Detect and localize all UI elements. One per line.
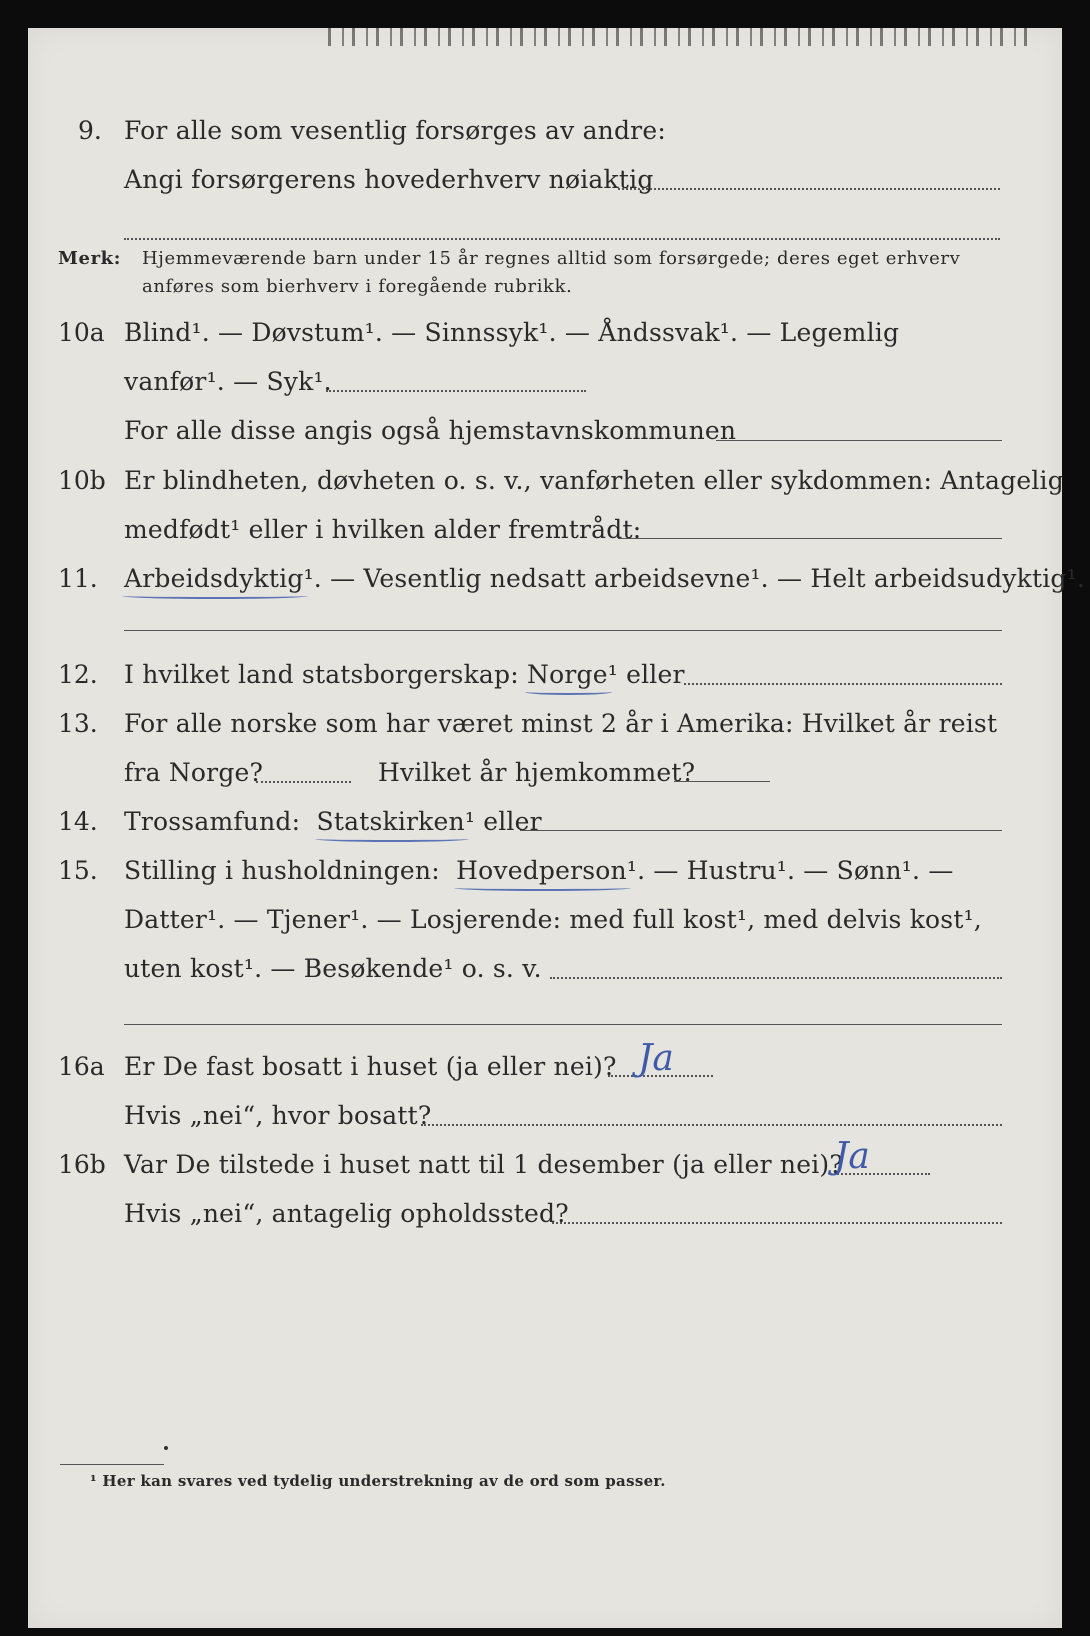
q11-underlined-option[interactable]: Arbeidsdyktig xyxy=(124,564,304,593)
q9-line1: For alle som vesentlig forsørges av andre: xyxy=(124,116,666,145)
q13-hjemkommet-line[interactable] xyxy=(674,781,770,782)
q9-number: 9. xyxy=(78,116,102,145)
footnote-text: ¹ Her kan svares ved tydelig understrekning av de ord som passer. xyxy=(90,1472,666,1490)
q11-rest: ¹. — Vesentlig nedsatt arbeidsevne¹. — Helt arbeidsudyktig¹. xyxy=(303,564,1085,593)
q13-line2b: Hvilket år hjemkommet? xyxy=(378,758,696,787)
q15-post: ¹. — Hustru¹. — Sønn¹. — xyxy=(626,856,954,885)
q11-line xyxy=(124,564,1085,593)
q15-line1 xyxy=(124,856,954,885)
q12-line xyxy=(124,660,685,689)
q10a-answer-line[interactable] xyxy=(326,390,586,392)
q16a-bosatt-line[interactable] xyxy=(421,1124,1002,1126)
q9-answer-line[interactable] xyxy=(618,188,1000,190)
q15-line3: uten kost¹. — Besøkende¹ o. s. v. xyxy=(124,954,542,983)
q11-number: 11. xyxy=(58,564,98,593)
q13-line1: For alle norske som har været minst 2 år i Amerika: Hvilket år reist xyxy=(124,709,998,738)
merk-line2: anføres som bierhverv i foregående rubrikk. xyxy=(142,276,573,297)
scan-edge-strip xyxy=(328,28,1028,46)
q11-answer-line[interactable] xyxy=(124,630,1002,631)
q9-line2: Angi forsørgerens hovederhverv nøiaktig xyxy=(124,165,654,194)
q10a-number: 10a xyxy=(58,318,105,347)
footnote-rule xyxy=(60,1464,164,1465)
q15-answer-line-2[interactable] xyxy=(124,1024,1002,1025)
q10b-number: 10b xyxy=(58,466,106,495)
q13-number: 13. xyxy=(58,709,98,738)
q16a-line1: Er De fast bosatt i huset (ja eller nei)? xyxy=(124,1052,617,1081)
ink-speck xyxy=(164,1446,168,1450)
q14-pre: Trossamfund: xyxy=(124,807,301,836)
q13-line2a: fra Norge? xyxy=(124,758,264,787)
q10b-line1: Er blindheten, døvheten o. s. v., vanførheten eller sykdommen: Antagelig xyxy=(124,466,1064,495)
q15-pre: Stilling i husholdningen: xyxy=(124,856,440,885)
q16a-handwritten-answer: Ja xyxy=(638,1038,674,1079)
q12-answer-line[interactable] xyxy=(684,683,1002,685)
q12-pre: I hvilket land statsborgerskap: xyxy=(124,660,519,689)
q16b-handwritten-answer: Ja xyxy=(834,1136,870,1177)
q15-number: 15. xyxy=(58,856,98,885)
q10b-line2: medfødt¹ eller i hvilken alder fremtrådt: xyxy=(124,515,642,544)
q14-post: ¹ eller xyxy=(464,807,542,836)
merk-label: Merk: xyxy=(58,248,121,269)
q12-post: ¹ eller xyxy=(607,660,685,689)
q16b-line1: Var De tilstede i huset natt til 1 desember (ja eller nei)? xyxy=(124,1150,843,1179)
q10a-hjemstavn-line[interactable] xyxy=(716,440,1002,441)
q15-underlined-option[interactable]: Hovedperson xyxy=(456,856,627,885)
form-page xyxy=(28,28,1085,1628)
q10a-line3: For alle disse angis også hjemstavnskommunen xyxy=(124,416,737,445)
q12-number: 12. xyxy=(58,660,98,689)
q16a-line2: Hvis „nei“, hvor bosatt? xyxy=(124,1101,432,1130)
q13-reist-line[interactable] xyxy=(256,781,351,783)
q15-answer-line[interactable] xyxy=(550,977,1002,979)
q16a-number: 16a xyxy=(58,1052,105,1081)
q12-underlined-option[interactable]: Norge xyxy=(527,660,608,689)
q14-line xyxy=(124,807,542,836)
q16b-opholdssted-line[interactable] xyxy=(552,1222,1002,1224)
q15-line2: Datter¹. — Tjener¹. — Losjerende: med full kost¹, med delvis kost¹, xyxy=(124,905,982,934)
q10a-line2: vanfør¹. — Syk¹. xyxy=(124,367,332,396)
q16b-line2: Hvis „nei“, antagelig opholdssted? xyxy=(124,1199,569,1228)
q14-underlined-option[interactable]: Statskirken xyxy=(316,807,465,836)
q16b-number: 16b xyxy=(58,1150,106,1179)
q10b-answer-line[interactable] xyxy=(618,538,1002,539)
merk-line1: Hjemmeværende barn under 15 år regnes alltid som forsørgede; deres eget erhverv xyxy=(142,248,961,269)
q9-answer-line-2[interactable] xyxy=(124,238,1000,240)
q14-number: 14. xyxy=(58,807,98,836)
q14-answer-line[interactable] xyxy=(520,830,1002,831)
q10a-line1: Blind¹. — Døvstum¹. — Sinnssyk¹. — Åndssvak¹. — Legemlig xyxy=(124,318,900,347)
